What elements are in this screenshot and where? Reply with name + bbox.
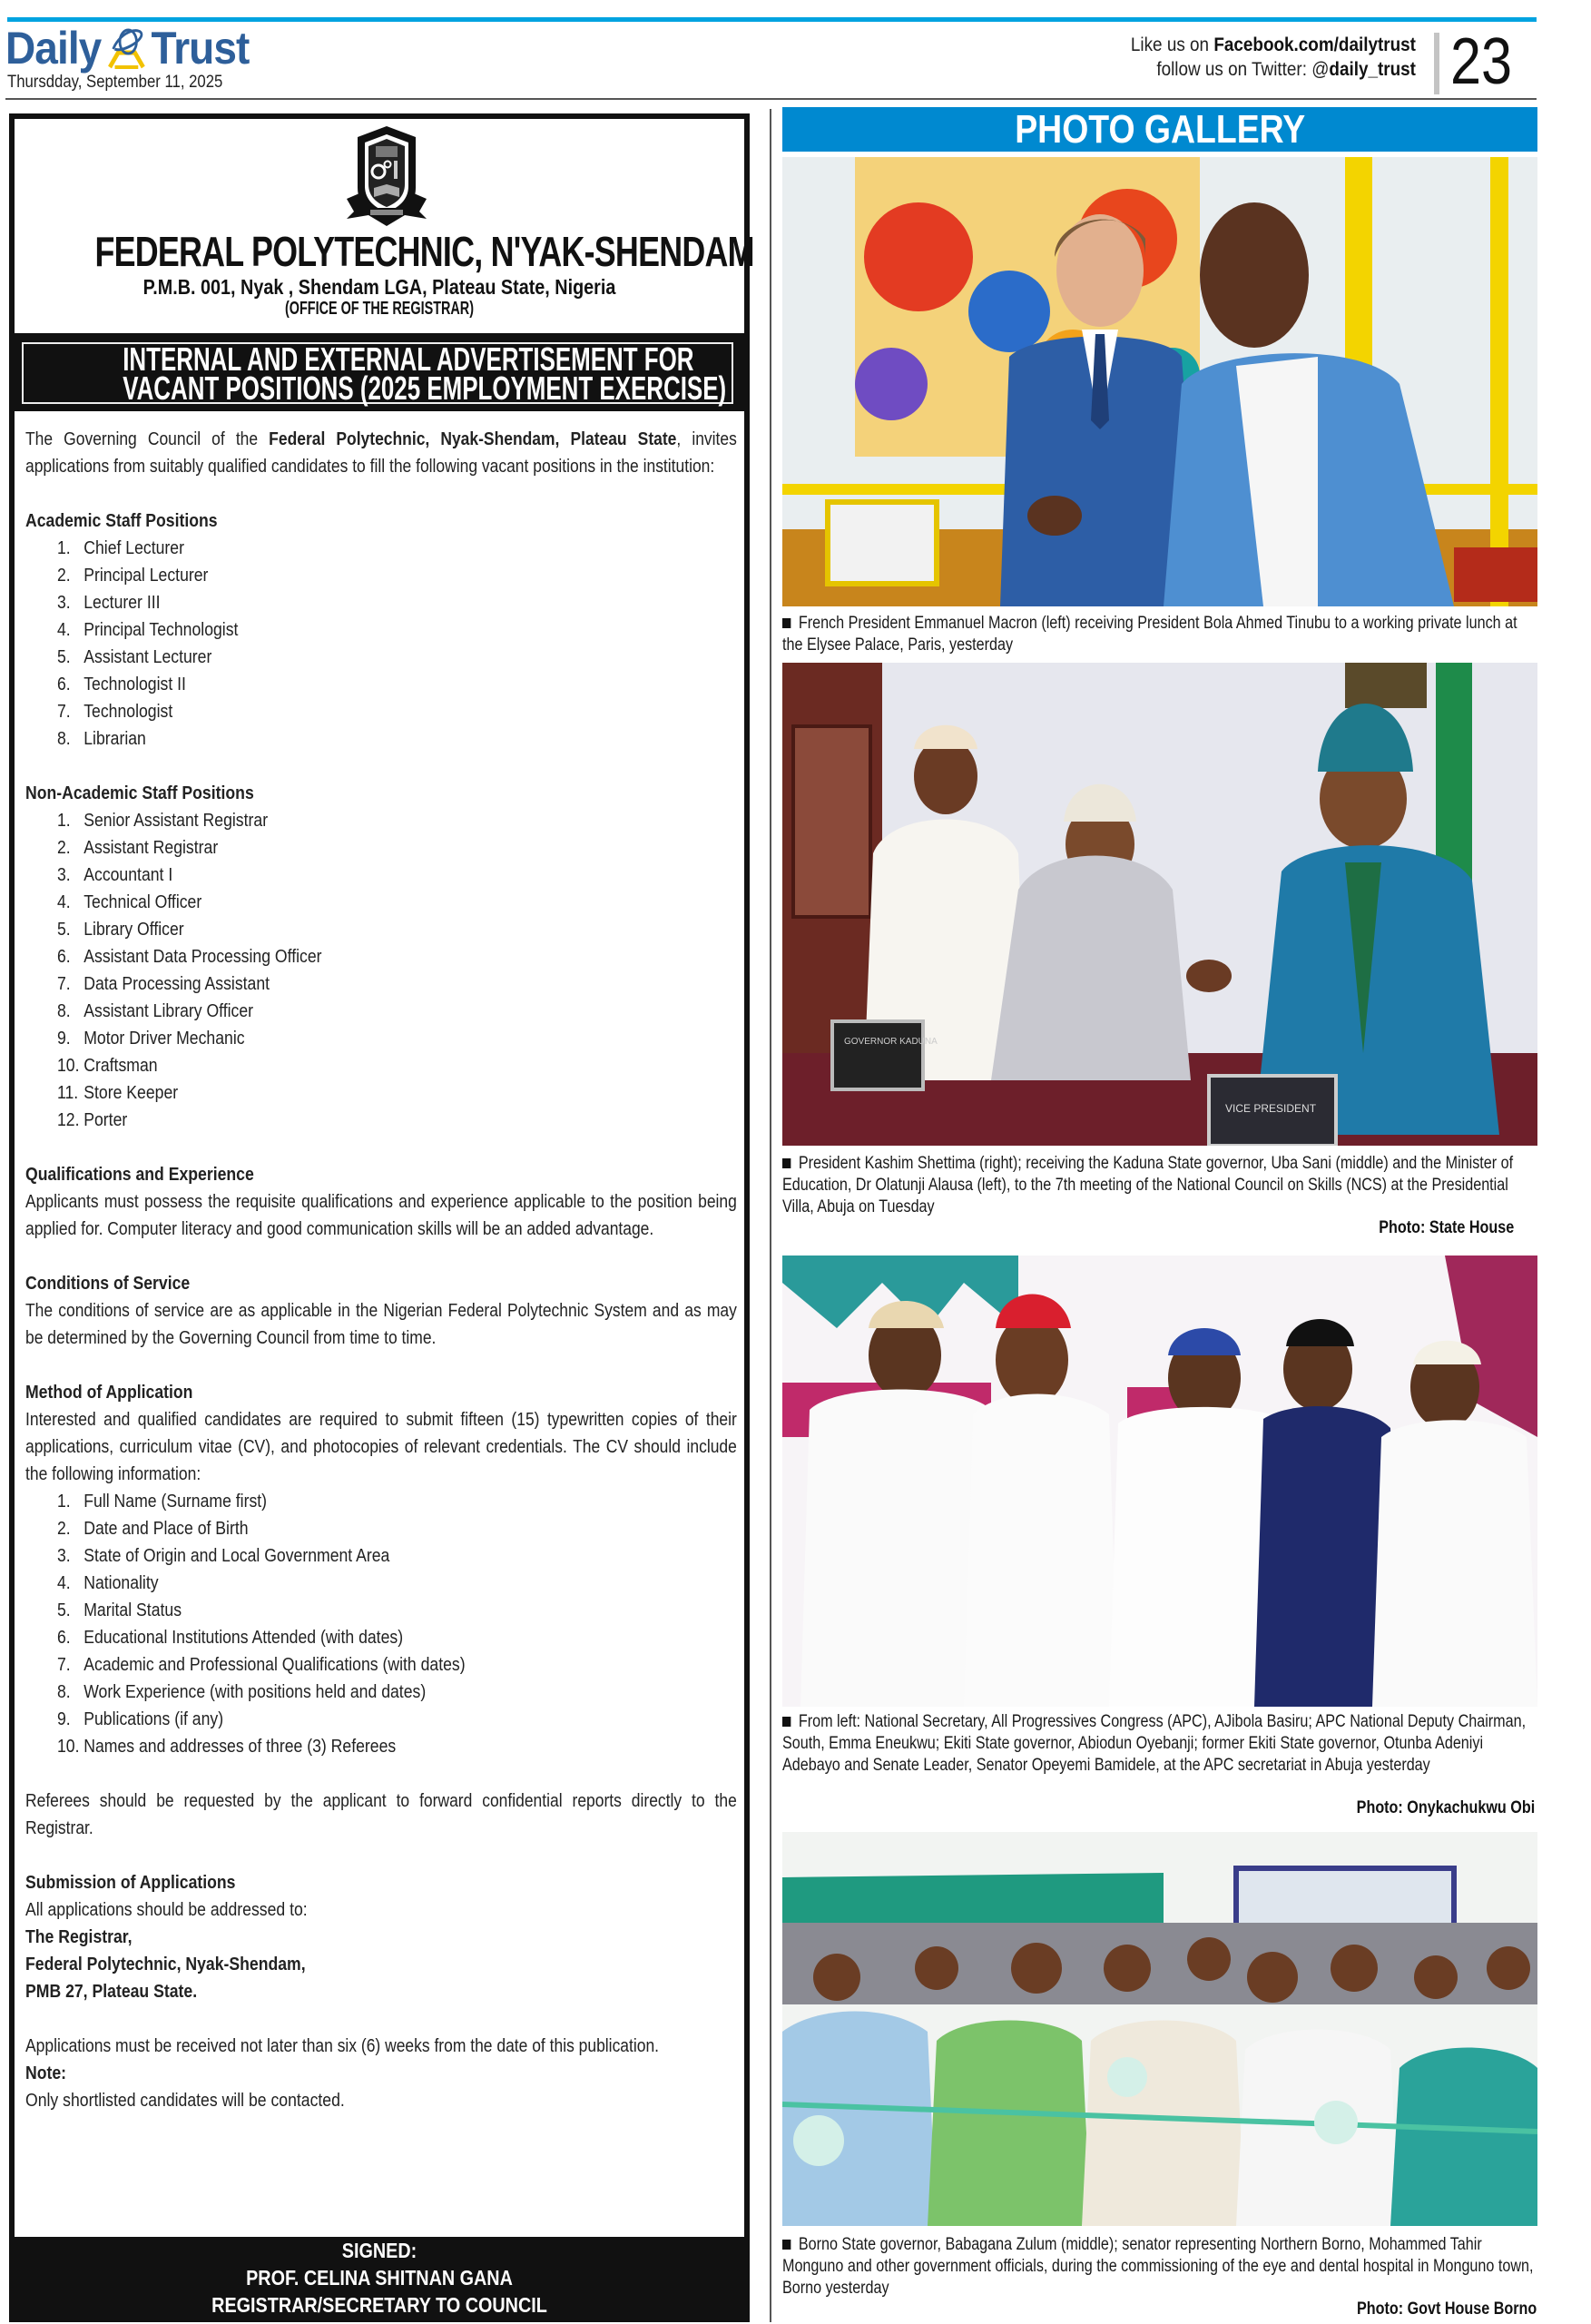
list-item-number: 10. — [57, 1055, 80, 1076]
list-item — [25, 725, 737, 753]
page-number: 23 — [1450, 25, 1513, 98]
list-item-label: Academic and Professional Qualifications (with dates) — [83, 1654, 466, 1675]
address-line-3 — [25, 1978, 737, 2005]
list-item-number: 2. — [57, 1518, 71, 1539]
list-item — [25, 1488, 737, 1515]
list-item-label: Porter — [83, 1109, 128, 1130]
method-text — [25, 1406, 737, 1488]
submission-heading-text: Submission of Applications — [25, 1872, 236, 1893]
list-item — [25, 1570, 737, 1597]
list-item-number: 6. — [57, 946, 71, 967]
list-item — [25, 1706, 737, 1733]
method-heading — [25, 1379, 737, 1406]
list-item-label: Lecturer III — [83, 592, 161, 613]
academic-heading — [25, 507, 737, 535]
facebook-line — [1131, 33, 1416, 57]
caption-bullet-icon — [782, 2240, 791, 2250]
list-item-label: Accountant I — [83, 864, 173, 885]
list-item — [25, 970, 737, 998]
list-item — [25, 1052, 737, 1079]
submission-body: All applications should be addressed to: — [25, 1899, 308, 1920]
list-item-label: Craftsman — [83, 1055, 158, 1076]
list-item — [25, 562, 737, 589]
note-label-text: Note: — [25, 2063, 67, 2083]
advert-title-line-1: INTERNAL AND EXTERNAL ADVERTISEMENT FOR — [123, 340, 694, 378]
photo-gallery-banner — [782, 107, 1537, 152]
daily-trust-logo[interactable] — [5, 20, 250, 74]
list-item-number: 8. — [57, 1000, 71, 1021]
list-item-label: Technical Officer — [83, 891, 202, 912]
photo-4-credit: Photo: Govt House Borno — [1356, 2299, 1537, 2319]
list-item-number: 6. — [57, 1627, 71, 1648]
advert-title — [22, 340, 733, 407]
list-item — [25, 1025, 737, 1052]
qualifications-text — [25, 1188, 737, 1243]
list-item — [25, 1624, 737, 1651]
list-item-number: 3. — [57, 864, 71, 885]
list-item — [25, 916, 737, 943]
twitter-link[interactable]: daily_trust — [1329, 59, 1416, 80]
signatory-name: PROF. CELINA SHITNAN GANA — [246, 2266, 513, 2290]
photo-4-caption — [782, 2234, 1554, 2299]
non-academic-heading — [25, 780, 737, 807]
list-item-number: 5. — [57, 919, 71, 940]
note-body: Only shortlisted candidates will be contacted. — [25, 2090, 345, 2111]
logo-globe-icon — [104, 25, 148, 71]
list-item-number: 5. — [57, 1600, 71, 1620]
logo-word-daily: Daily — [5, 23, 102, 74]
conditions-text — [25, 1297, 737, 1352]
list-item-number: 8. — [57, 728, 71, 749]
list-item-number: 1. — [57, 810, 71, 831]
list-item-label: Nationality — [83, 1572, 159, 1593]
list-item-number: 8. — [57, 1681, 71, 1702]
list-item — [25, 644, 737, 671]
institution-address: P.M.B. 001, Nyak , Shendam LGA, Plateau State, Nigeria — [142, 275, 616, 299]
list-item-label: Principal Lecturer — [83, 565, 209, 586]
photo-3-caption — [782, 1711, 1554, 1777]
advert-body — [25, 426, 737, 2114]
address-pmb: PMB 27, Plateau State. — [25, 1981, 198, 2002]
list-item-label: State of Origin and Local Government Area — [83, 1545, 390, 1566]
signatory-title: REGISTRAR/SECRETARY TO COUNCIL — [211, 2293, 547, 2317]
list-item-number: 1. — [57, 537, 71, 558]
list-item-number: 11. — [57, 1082, 79, 1103]
list-item-label: Publications (if any) — [83, 1709, 224, 1729]
nameplate-vice-president: VICE PRESIDENT — [1225, 1102, 1317, 1115]
masthead-bottom-rule — [5, 98, 1537, 100]
list-item-number: 12. — [57, 1109, 80, 1130]
list-item-number: 7. — [57, 1654, 71, 1675]
list-item-label: Technologist — [83, 701, 173, 722]
list-item-label: Chief Lecturer — [83, 537, 184, 558]
list-item-number: 6. — [57, 674, 71, 694]
list-item-label: Full Name (Surname first) — [83, 1491, 268, 1512]
list-item-label: Marital Status — [83, 1600, 182, 1620]
column-divider — [770, 109, 771, 2322]
list-item-label: Technologist II — [83, 674, 186, 694]
list-item — [25, 698, 737, 725]
referees-body: Referees should be requested by the applicant to forward confidential reports directly to the Registrar. — [25, 1790, 737, 1838]
submission-heading — [25, 1869, 737, 1896]
non-academic-positions-list — [25, 807, 737, 1134]
page-number-separator — [1434, 33, 1439, 94]
academic-heading-text: Academic Staff Positions — [25, 510, 218, 531]
list-item-label: Assistant Library Officer — [83, 1000, 254, 1021]
social-links — [1131, 33, 1416, 82]
twitter-line — [1131, 57, 1416, 82]
job-advertisement — [9, 113, 754, 2322]
list-item-label: Names and addresses of three (3) Referees — [83, 1736, 397, 1757]
facebook-link[interactable]: Facebook.com/dailytrust — [1213, 34, 1416, 55]
caption-text: Borno State governor, Babagana Zulum (middle); senator representing Northern Borno, Mohammed Tahir Monguno and other government officials, during the commissioning of the eye and dental hospital in Monguno town, Borno yesterday — [782, 2235, 1534, 2298]
list-item — [25, 589, 737, 616]
academic-positions-list — [25, 535, 737, 753]
photo-apc-leaders[interactable] — [782, 1256, 1537, 1707]
intro-prefix: The Governing Council of the — [25, 428, 270, 449]
caption-text: President Kashim Shettima (right); receiving the Kaduna State governor, Uba Sani (middle) and the Minister of Education, Dr Olatunji Alausa (left), to the 7th meeting of the National Council on Skills (NCS) at the Presidential Villa, Abuja on Tuesday — [782, 1154, 1514, 1216]
photo-macron-tinubu[interactable] — [782, 157, 1537, 606]
list-item — [25, 889, 737, 916]
list-item-number: 4. — [57, 619, 71, 640]
conditions-heading-text: Conditions of Service — [25, 1273, 191, 1294]
caption-bullet-icon — [782, 1158, 791, 1168]
list-item-number: 7. — [57, 973, 71, 994]
list-item — [25, 943, 737, 970]
signature-block — [15, 2237, 744, 2317]
list-item — [25, 998, 737, 1025]
deadline-body: Applications must be received not later than six (6) weeks from the date of this publication. — [25, 2035, 660, 2056]
list-item — [25, 807, 737, 834]
list-item-number: 2. — [57, 565, 71, 586]
note-label — [25, 2060, 737, 2087]
conditions-body: The conditions of service are as applicable in the Nigerian Federal Polytechnic System and as may be determined by the Governing Council from time to time. — [25, 1300, 737, 1348]
office-label: (OFFICE OF THE REGISTRAR) — [284, 299, 474, 319]
photo-2-credit: Photo: State House — [1379, 1218, 1514, 1237]
submission-text — [25, 1896, 737, 1924]
logo-word-trust: Trust — [151, 23, 250, 74]
list-item — [25, 1733, 737, 1760]
list-item — [25, 616, 737, 644]
cv-requirements-list — [25, 1488, 737, 1760]
list-item — [25, 1542, 737, 1570]
list-item-number: 2. — [57, 837, 71, 858]
institution-name: FEDERAL POLYTECHNIC, N'YAK-SHENDAM — [94, 228, 754, 275]
list-item-number: 3. — [57, 592, 71, 613]
list-item-number: 4. — [57, 891, 71, 912]
list-item-number: 7. — [57, 701, 71, 722]
list-item-label: Educational Institutions Attended (with dates) — [83, 1627, 404, 1648]
list-item-number: 5. — [57, 646, 71, 667]
note-text — [25, 2087, 737, 2114]
photo-borno-commissioning[interactable] — [782, 1832, 1537, 2226]
advert-header — [15, 119, 754, 330]
list-item — [25, 1679, 737, 1706]
address-line-2 — [25, 1951, 737, 1978]
list-item-label: Assistant Lecturer — [83, 646, 212, 667]
issue-date: Thursdday, September 11, 2025 — [7, 73, 223, 92]
list-item — [25, 1079, 737, 1107]
list-item-label: Assistant Data Processing Officer — [83, 946, 322, 967]
list-item — [25, 1651, 737, 1679]
address-institution: Federal Polytechnic, Nyak-Shendam, — [25, 1954, 306, 1974]
twitter-prefix: follow us on Twitter: @ — [1156, 59, 1330, 80]
conditions-heading — [25, 1270, 737, 1297]
list-item — [25, 535, 737, 562]
list-item-label: Motor Driver Mechanic — [83, 1028, 245, 1049]
signed-label: SIGNED: — [341, 2239, 417, 2262]
list-item-number: 4. — [57, 1572, 71, 1593]
list-item — [25, 1515, 737, 1542]
advert-title-band — [15, 333, 744, 411]
list-item-number: 9. — [57, 1028, 71, 1049]
list-item-label: Store Keeper — [83, 1082, 179, 1103]
list-item-label: Work Experience (with positions held and dates) — [83, 1681, 427, 1702]
photo-2-caption — [782, 1153, 1554, 1218]
list-item-label: Assistant Registrar — [83, 837, 219, 858]
list-item — [25, 1107, 737, 1134]
list-item-label: Date and Place of Birth — [83, 1518, 249, 1539]
list-item-label: Library Officer — [83, 919, 184, 940]
facebook-prefix: Like us on — [1130, 34, 1214, 55]
list-item-label: Librarian — [83, 728, 146, 749]
nameplate-governor-kaduna: GOVERNOR KADUNA — [844, 1037, 938, 1047]
list-item-number: 10. — [57, 1736, 80, 1757]
photo-shettima-meeting[interactable] — [782, 663, 1537, 1146]
caption-bullet-icon — [782, 1717, 791, 1727]
photo-1-caption — [782, 613, 1554, 656]
caption-bullet-icon — [782, 618, 791, 628]
intro-institution: Federal Polytechnic, Nyak-Shendam, Plateau State — [269, 428, 677, 449]
list-item — [25, 862, 737, 889]
list-item — [25, 834, 737, 862]
list-item — [25, 1597, 737, 1624]
method-body: Interested and qualified candidates are required to submit fifteen (15) typewritten copies of their applications, curriculum vitae (CV), and photocopies of relevant credentials. The CV should include the following information: — [25, 1409, 737, 1484]
address-line-1 — [25, 1924, 737, 1951]
address-registrar: The Registrar, — [25, 1926, 133, 1947]
qualifications-heading — [25, 1161, 737, 1188]
list-item-label: Senior Assistant Registrar — [83, 810, 269, 831]
caption-text: From left: National Secretary, All Progressives Congress (APC), AJibola Basiru; APC National Deputy Chairman, South, Emma Eneukwu; Ekiti State governor, Abiodun Oyebanji; former Ekiti State governor, Otunba Adeniyi Adebayo and Senate Leader, Senator Opeyemi Bamidele, at the APC secretariat in Abuja yesterday — [782, 1712, 1527, 1775]
list-item-number: 9. — [57, 1709, 71, 1729]
intro-suffix: , invites applications from suitably qualified candidates to fill the following vacant positions in the institution: — [25, 428, 737, 477]
deadline-text — [25, 2033, 737, 2060]
caption-text: French President Emmanuel Macron (left) receiving President Bola Ahmed Tinubu to a working private lunch at the Elysee Palace, Paris, yesterday — [782, 614, 1517, 655]
non-academic-heading-text: Non-Academic Staff Positions — [25, 783, 254, 803]
method-heading-text: Method of Application — [25, 1382, 193, 1403]
polytechnic-crest-icon — [341, 124, 432, 229]
intro-paragraph — [25, 426, 737, 480]
list-item-label: Data Processing Assistant — [83, 973, 270, 994]
list-item-label: Principal Technologist — [83, 619, 239, 640]
photo-3-credit: Photo: Onykachukwu Obi — [1356, 1798, 1535, 1817]
photo-gallery-title: PHOTO GALLERY — [1014, 107, 1305, 152]
qualifications-body: Applicants must possess the requisite qualifications and experience applicable to the position being applied for. Computer literacy and good communication skills will be an added advantage. — [25, 1191, 737, 1239]
list-item-number: 3. — [57, 1545, 71, 1566]
referees-text — [25, 1787, 737, 1842]
advert-title-line-2: VACANT POSITIONS (2025 EMPLOYMENT EXERCISE) — [123, 369, 727, 407]
qualifications-heading-text: Qualifications and Experience — [25, 1164, 254, 1185]
list-item — [25, 671, 737, 698]
list-item-number: 1. — [57, 1491, 71, 1512]
